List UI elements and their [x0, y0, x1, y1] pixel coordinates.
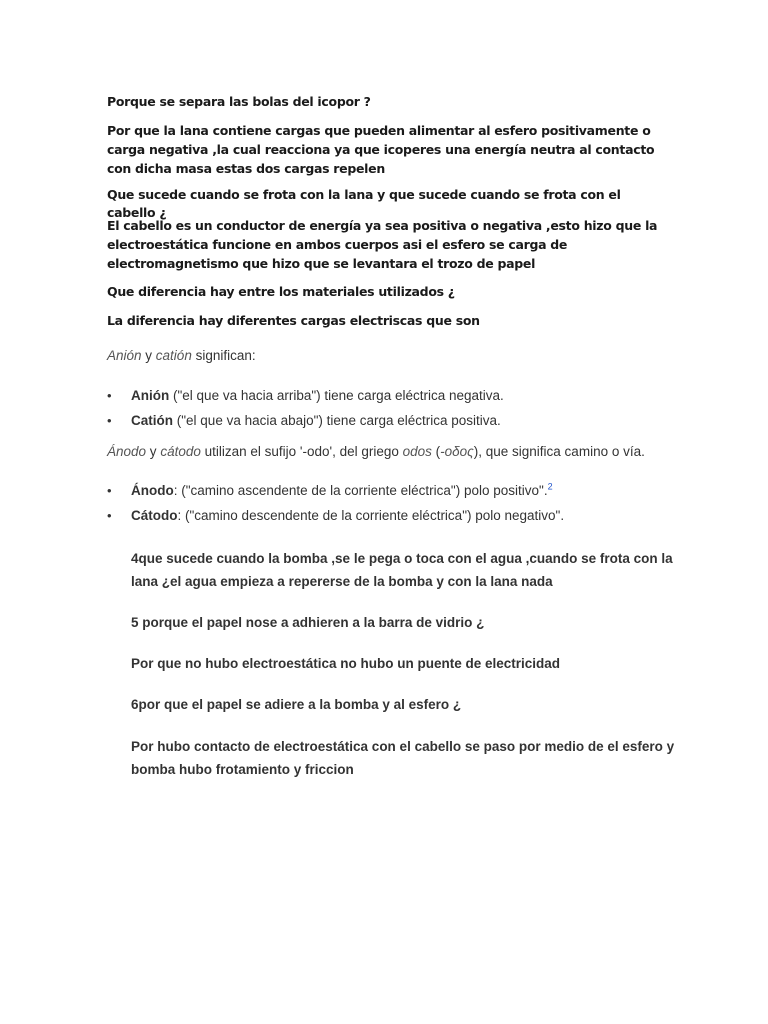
- odos-word: odos: [402, 444, 432, 459]
- catodo-word: cátodo: [160, 444, 201, 459]
- greek-word: -οδος: [440, 444, 474, 459]
- conjunction: y: [141, 348, 156, 363]
- electrodes-intro-rest: ), que significa camino o vía.: [473, 444, 645, 459]
- term-anion: Anión: [131, 388, 170, 403]
- electrodes-list: [107, 482, 564, 532]
- definition: : ("camino descendente de la corriente eléctrica") polo negativo".: [177, 508, 565, 523]
- list-item: [107, 507, 564, 532]
- cation-word: catión: [155, 348, 192, 363]
- question-4: 4que sucede cuando la bomba ,se le pega o toca con el agua ,cuando se frota con la lana ¿el agua empieza a repererse de la bomba y con la lana nada: [131, 551, 673, 589]
- question-5: 5 porque el papel nose a adhieren a la barra de vidrio ¿: [131, 615, 485, 630]
- list-item: [107, 482, 564, 507]
- electrodes-intro-mid: utilizan el sufijo '-odo', del griego: [200, 444, 403, 459]
- answer-5: Por que no hubo electroestática no hubo un puente de electricidad: [131, 656, 561, 671]
- paren-open: (: [431, 444, 441, 459]
- bullet: •: [107, 508, 112, 523]
- list-item: [107, 412, 504, 437]
- bullet: •: [107, 483, 112, 498]
- term-anodo: Ánodo: [131, 483, 174, 498]
- electrodes-intro: [107, 443, 707, 461]
- question-3: Que diferencia hay entre los materiales utilizados ¿: [107, 284, 455, 299]
- question-6: 6por que el papel se adiere a la bomba y al esfero ¿: [131, 697, 462, 712]
- list-item: [107, 387, 504, 412]
- answer-6: Por hubo contacto de electroestática con el cabello se paso por medio de el esfero y bomba hubo frotamiento y friccion: [131, 739, 675, 777]
- bullet: •: [107, 388, 112, 403]
- conjunction: y: [146, 444, 161, 459]
- term-catodo: Cátodo: [131, 508, 178, 523]
- answer-3: La diferencia hay diferentes cargas electriscas que son: [107, 313, 480, 328]
- definition: ("el que va hacia arriba") tiene carga eléctrica negativa.: [169, 388, 504, 403]
- question-2: Que sucede cuando se frota con la lana y que sucede cuando se frota con el cabello ¿: [107, 187, 621, 220]
- bullet: •: [107, 413, 112, 428]
- footnote-link[interactable]: 2: [547, 481, 553, 492]
- definition: ("el que va hacia abajo") tiene carga eléctrica positiva.: [173, 413, 501, 428]
- definition: : ("camino ascendente de la corriente eléctrica") polo positivo".: [173, 483, 548, 498]
- question-1: Porque se separa las bolas del icopor ?: [107, 94, 371, 109]
- answer-1: Por que la lana contiene cargas que pueden alimentar al esfero positivamente o carga negativa ,la cual reacciona ya que icoperes una energía neutra al contacto con dicha masa estas dos cargas repelen: [107, 123, 655, 176]
- anodo-word: Ánodo: [107, 444, 147, 459]
- anion-word: Anión: [107, 348, 142, 363]
- answer-2: El cabello es un conductor de energía ya sea positiva o negativa ,esto hizo que la electroestática funcione en ambos cuerpos asi el esfero se carga de electromagnetismo que hizo que se levantara el trozo de papel: [107, 218, 658, 271]
- ions-list: [107, 387, 504, 437]
- ions-intro-rest: significan:: [191, 348, 256, 363]
- term-cation: Catión: [131, 413, 173, 428]
- ions-intro: [107, 347, 256, 365]
